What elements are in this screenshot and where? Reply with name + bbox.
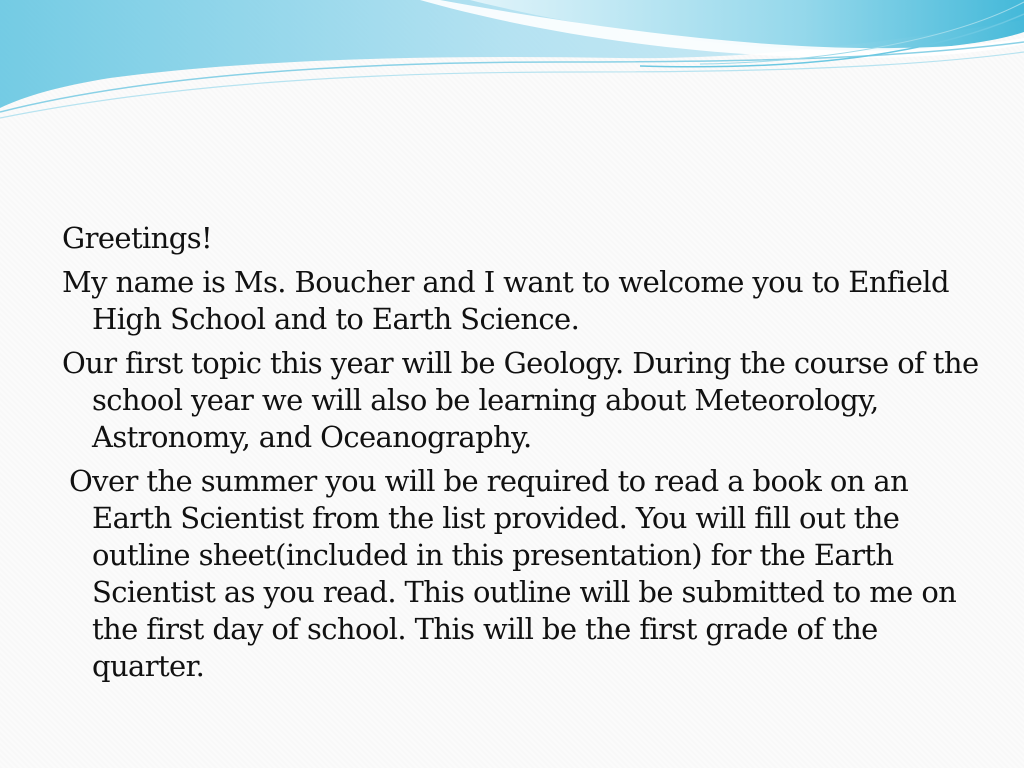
summer-reading-paragraph: Over the summer you will be required to read a book on an Earth Scientist from the list provided. You will fill out the outline sheet(included in this presentation) for the Earth Scientist as you read. This outline will be submitted to me on the first day of school. This will be the first grade of the quarter.	[69, 464, 957, 683]
greeting-paragraph: Greetings!	[62, 221, 213, 255]
topics-paragraph: Our first topic this year will be Geology. During the course of the school year we will also be learning about Meteorology, Astronomy, and Oceanography.	[62, 346, 979, 454]
welcome-paragraph: My name is Ms. Boucher and I want to welcome you to Enfield High School and to Earth Science.	[62, 265, 949, 336]
slide-body	[62, 220, 982, 692]
header-wave-decoration	[0, 0, 1024, 130]
